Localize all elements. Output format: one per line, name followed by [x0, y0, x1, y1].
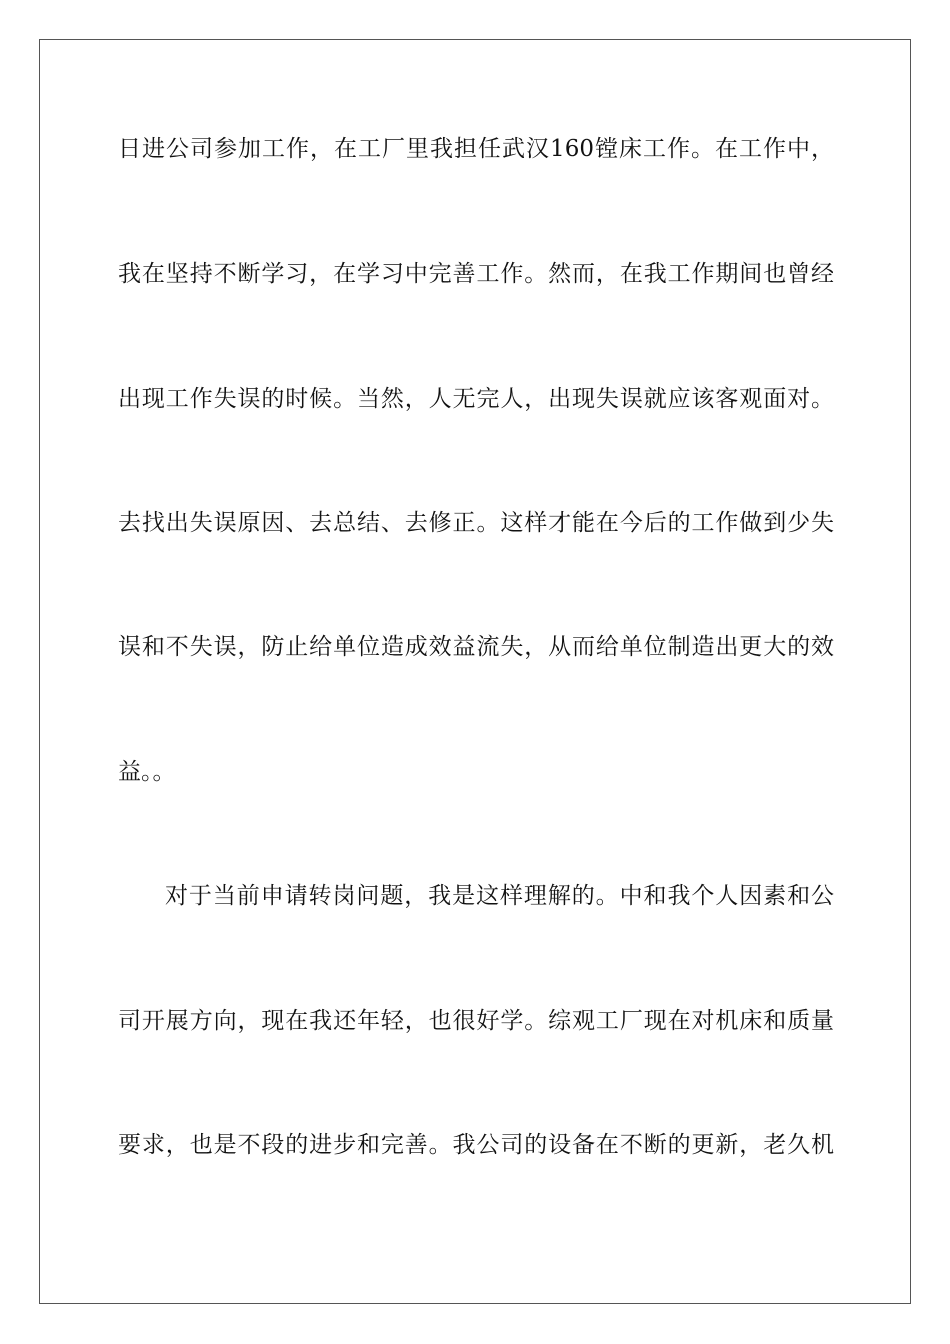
- paragraph-line: 对于当前申请转岗问题，我是这样理解的。中和我个人因素和公: [165, 883, 834, 909]
- paragraph-line: 出现工作失误的时候。当然，人无完人，出现失误就应该客观面对。: [118, 386, 834, 412]
- page-border: [39, 39, 911, 1304]
- paragraph-line: 误和不失误，防止给单位造成效益流失，从而给单位制造出更大的效: [118, 634, 834, 660]
- paragraph-line: 去找出失误原因、去总结、去修正。这样才能在今后的工作做到少失: [118, 510, 834, 536]
- paragraph-line: 要求，也是不段的进步和完善。我公司的设备在不断的更新，老久机: [118, 1132, 834, 1158]
- paragraph-line: 我在坚持不断学习，在学习中完善工作。然而，在我工作期间也曾经: [118, 261, 834, 287]
- paragraph-line: 日进公司参加工作，在工厂里我担任武汉160镗床工作。在工作中，: [118, 136, 834, 162]
- paragraph-line: 益。。: [118, 759, 176, 785]
- paragraph-line: 司开展方向，现在我还年轻，也很好学。综观工厂现在对机床和质量: [118, 1008, 834, 1034]
